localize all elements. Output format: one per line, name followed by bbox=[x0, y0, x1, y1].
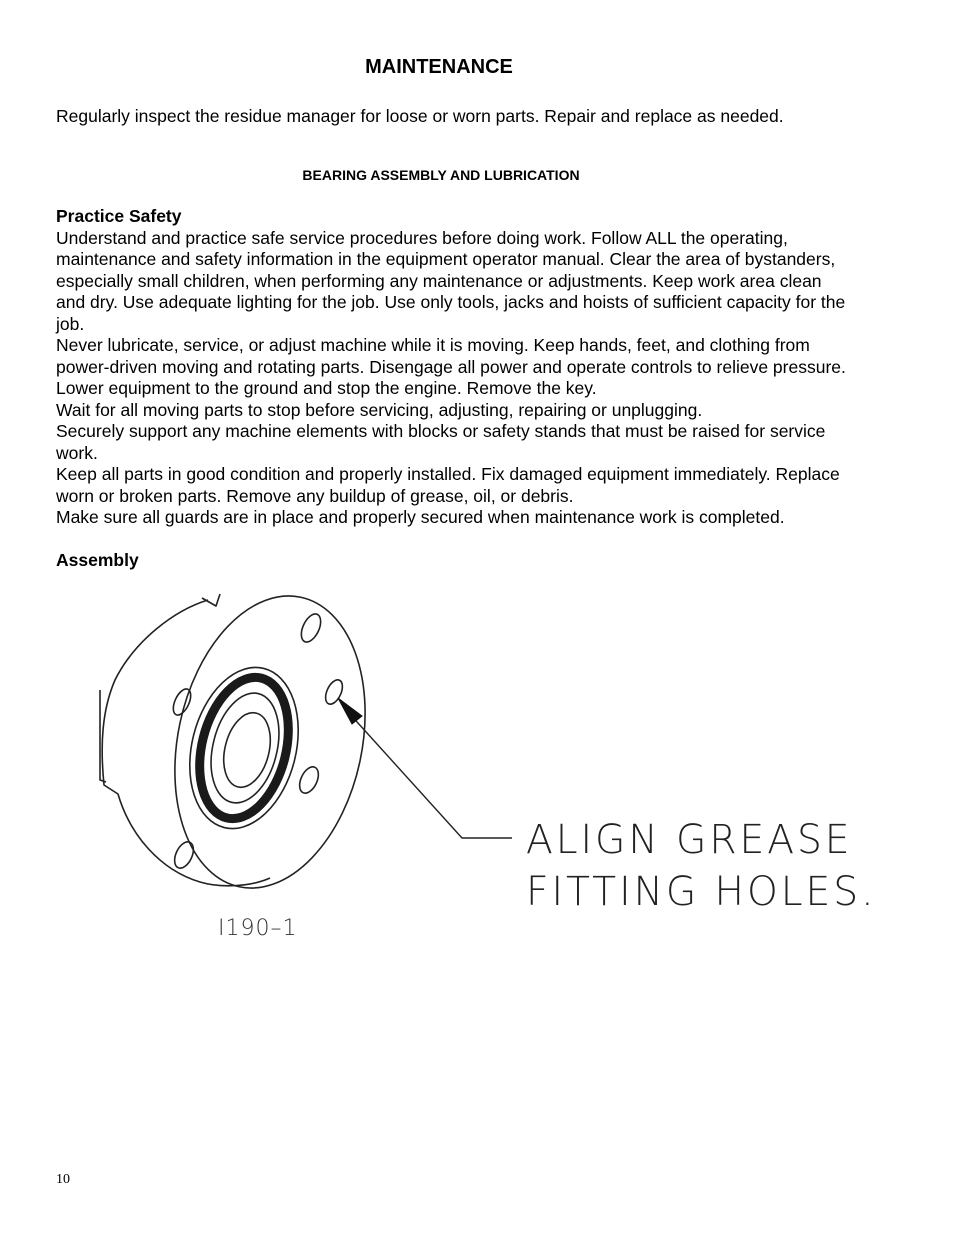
bolt-hole bbox=[296, 764, 322, 796]
page-title: MAINTENANCE bbox=[365, 56, 513, 78]
practice-safety-section bbox=[56, 206, 846, 529]
figure-id: I190–1 bbox=[218, 916, 298, 941]
safety-paragraph: Securely support any machine elements with blocks or safety stands that must be raised for service work. bbox=[56, 421, 826, 463]
page-number: 10 bbox=[56, 1172, 70, 1187]
bolt-hole bbox=[170, 686, 195, 717]
intro-paragraph: Regularly inspect the residue manager for loose or worn parts. Repair and replace as needed. bbox=[56, 106, 784, 126]
flange-housing-notch bbox=[202, 594, 220, 606]
safety-paragraph: Keep all parts in good condition and properly installed. Fix damaged equipment immediately. Replace worn or broken parts. Remove any buildup of grease, oil, or debris. bbox=[56, 464, 840, 506]
callout-line: ALIGN GREASE bbox=[526, 817, 853, 863]
callout-leader-line bbox=[348, 712, 512, 838]
assembly-heading: Assembly bbox=[56, 550, 139, 570]
figure-callout bbox=[526, 814, 876, 918]
bolt-hole bbox=[171, 839, 197, 871]
bearing-seal-ring bbox=[186, 668, 302, 828]
section-subheading: BEARING ASSEMBLY AND LUBRICATION bbox=[302, 167, 580, 183]
safety-paragraph: Make sure all guards are in place and properly secured when maintenance work is completed. bbox=[56, 507, 785, 527]
safety-paragraph: Wait for all moving parts to stop before servicing, adjusting, repairing or unplugging. bbox=[56, 399, 703, 420]
callout-line: FITTING HOLES. bbox=[526, 869, 877, 915]
safety-paragraph: Understand and practice safe service procedures before doing work. Follow ALL the operating, maintenance and safety information in the equipment operator manual. Clear the area of bystanders, especially small children, when performing any maintenance or adjustments. Keep work area clean and dry. Use adequate lighting for the job. Use only tools, jacks and hoists of sufficient capacity for the job. bbox=[56, 227, 846, 334]
callout-arrow-icon bbox=[338, 698, 362, 724]
practice-safety-heading: Practice Safety bbox=[56, 206, 182, 226]
bolt-hole bbox=[297, 611, 324, 645]
safety-paragraph: Never lubricate, service, or adjust machine while it is moving. Keep hands, feet, and clothing from power-driven moving and rotating parts. Disengage all power and operate controls to relieve pressure. Lower equipment to the ground and stop the engine. Remove the key. bbox=[56, 335, 846, 398]
bearing-flange-illustration bbox=[90, 570, 530, 900]
shaft-bore bbox=[216, 708, 277, 792]
